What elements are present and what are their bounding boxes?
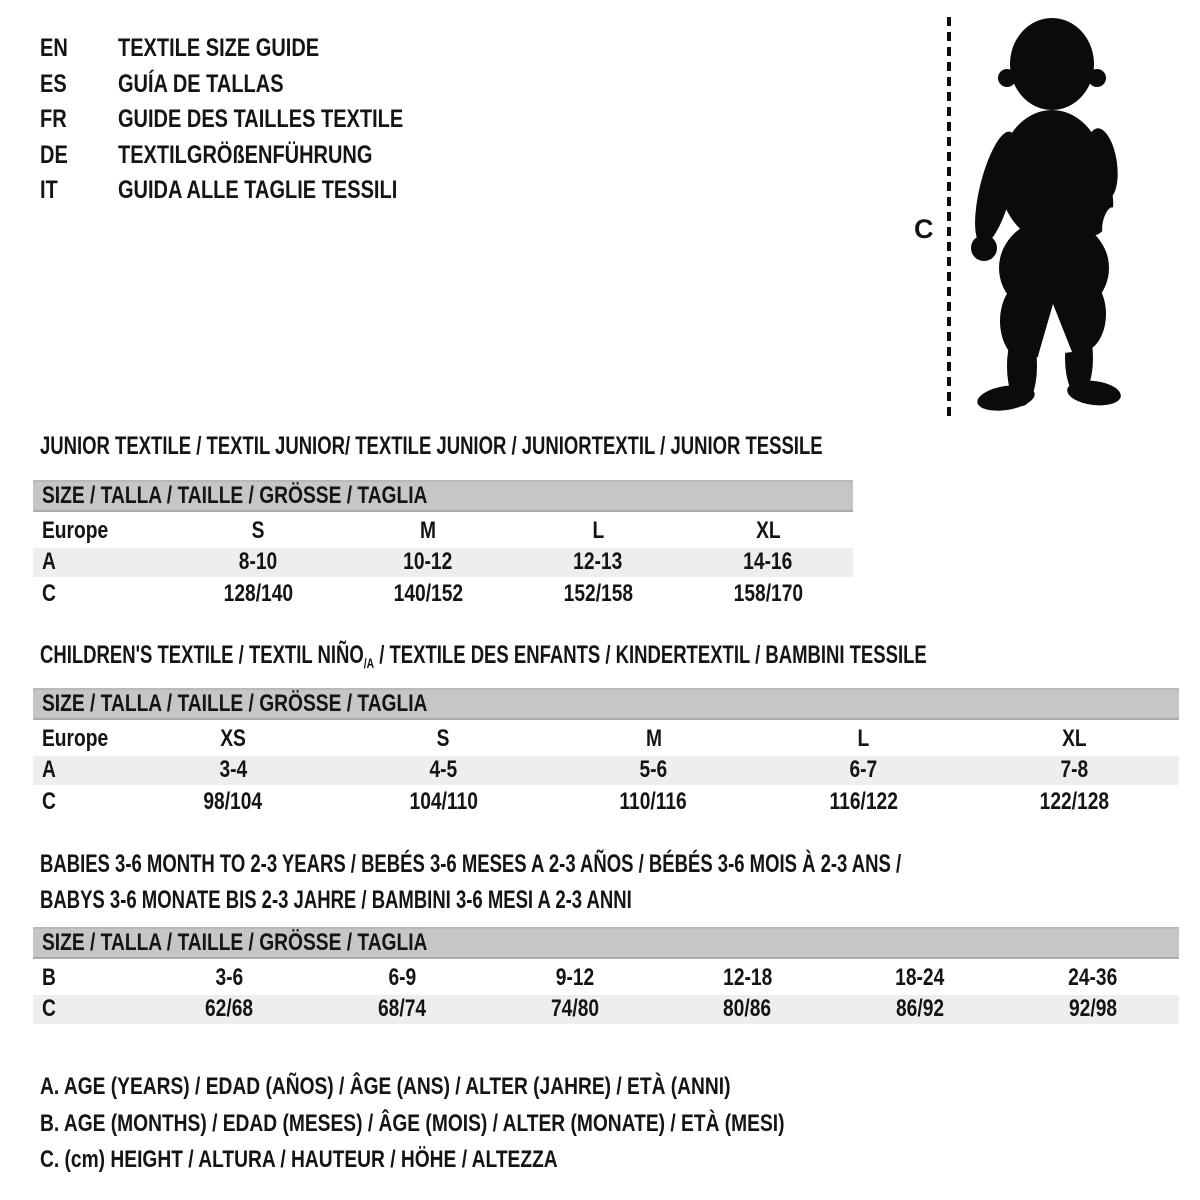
table-row-height-c	[33, 787, 1179, 816]
babies-heading-line1: BABIES 3-6 MONTH TO 2-3 YEARS / BEBÉS 3-6 MESES A 2-3 AÑOS / BÉBÉS 3-6 MOIS À 2-3 ANS /	[40, 850, 902, 878]
table-row-height-c	[33, 995, 1179, 1024]
value-cell: 80/86	[723, 995, 772, 1022]
value-cell: 5-6	[639, 756, 668, 783]
value-cell: 74/80	[550, 995, 599, 1022]
row-label: C	[42, 787, 56, 815]
table-row-height-c	[33, 579, 853, 608]
value-cell: 14-16	[743, 548, 793, 575]
row-label: C	[42, 579, 56, 607]
value-cell: 104/110	[409, 787, 478, 815]
value-cell: 6-9	[388, 963, 416, 991]
value-cell: 92/98	[1068, 995, 1117, 1022]
lang-code: FR	[40, 105, 67, 134]
lang-title: GUÍA DE TALLAS	[118, 69, 284, 98]
value-cell: 24-36	[1068, 963, 1118, 991]
value-cell: 128/140	[223, 579, 293, 607]
lang-row-it	[40, 173, 475, 209]
junior-heading-text: JUNIOR TEXTILE / TEXTIL JUNIOR/ TEXTILE JUNIOR / JUNIORTEXTIL / JUNIOR TESSILE	[40, 432, 823, 460]
babies-heading-line2: BABYS 3-6 MONATE BIS 2-3 JAHRE / BAMBINI 3-6 MESI A 2-3 ANNI	[40, 886, 632, 914]
value-cell: 7-8	[1060, 756, 1088, 783]
value-cell: 12-13	[573, 548, 623, 575]
size-cell: L	[857, 724, 870, 752]
children-section-heading	[40, 642, 1200, 671]
row-label: A	[42, 756, 56, 783]
table-row-age-a	[33, 548, 853, 577]
toddler-silhouette-icon	[956, 16, 1140, 416]
children-heading-text: CHILDREN'S TEXTILE / TEXTIL NIÑO/A / TEXTILE DES ENFANTS / KINDERTEXTIL / BAMBINI TESSILE	[40, 641, 927, 671]
value-cell: 116/122	[829, 787, 898, 815]
size-cell: L	[592, 516, 604, 544]
value-cell: 12-18	[722, 963, 772, 991]
table-row-europe	[33, 724, 1179, 753]
row-label: Europe	[42, 724, 109, 752]
value-cell: 9-12	[555, 963, 594, 991]
row-label: B	[42, 963, 56, 991]
size-header-text: SIZE / TALLA / TAILLE / GRÖSSE / TAGLIA	[42, 690, 428, 717]
babies-section-heading	[40, 846, 1200, 918]
value-cell: 18-24	[895, 963, 945, 991]
value-cell: 6-7	[849, 756, 878, 783]
legend-text: A. AGE (YEARS) / EDAD (AÑOS) / ÂGE (ANS) / ALTER (JAHRE) / ETÀ (ANNI)	[40, 1073, 731, 1101]
lang-row-en	[40, 31, 475, 67]
language-title-list	[40, 31, 475, 209]
value-cell: 3-4	[219, 756, 247, 783]
value-cell: 10-12	[403, 548, 453, 575]
value-cell: 110/116	[619, 787, 688, 815]
children-size-table	[33, 688, 1179, 819]
lang-row-fr	[40, 102, 475, 138]
junior-size-table	[33, 480, 853, 611]
size-cell: XS	[220, 724, 246, 752]
height-measure-dashed-line	[947, 17, 951, 416]
nino-a-subscript: /A	[363, 654, 375, 671]
value-cell: 158/170	[733, 579, 803, 607]
table-row-europe	[33, 516, 853, 545]
legend-line-a	[40, 1069, 971, 1106]
legend-text: B. AGE (MONTHS) / EDAD (MESES) / ÂGE (MOIS) / ALTER (MONATE) / ETÀ (MESI)	[40, 1109, 785, 1137]
value-cell: 4-5	[429, 756, 458, 783]
size-cell: S	[436, 724, 450, 752]
size-header-band	[33, 927, 1179, 959]
lang-title: TEXTILGRÖßENFÜHRUNG	[118, 140, 373, 169]
size-header-band	[33, 688, 1179, 720]
lang-title: TEXTILE SIZE GUIDE	[118, 34, 320, 63]
legend-line-c	[40, 1142, 971, 1179]
legend-line-b	[40, 1106, 971, 1143]
value-cell: 140/152	[393, 579, 463, 607]
lang-code: EN	[40, 34, 68, 63]
size-cell: M	[420, 516, 436, 544]
row-label: A	[42, 548, 56, 575]
value-cell: 68/74	[377, 995, 427, 1022]
value-cell: 62/68	[205, 995, 254, 1022]
size-header-text: SIZE / TALLA / TAILLE / GRÖSSE / TAGLIA	[42, 482, 428, 509]
lang-row-de	[40, 138, 475, 174]
babies-size-table	[33, 927, 1179, 1027]
value-cell: 86/92	[895, 995, 945, 1022]
lang-row-es	[40, 67, 475, 103]
value-cell: 8-10	[238, 548, 278, 575]
value-cell: 98/104	[203, 787, 263, 815]
junior-section-heading	[40, 433, 1098, 459]
lang-title: GUIDA ALLE TAGLIE TESSILI	[118, 176, 398, 205]
table-row-age-a	[33, 756, 1179, 785]
measurement-legend	[40, 1069, 971, 1179]
row-label: Europe	[42, 516, 109, 544]
size-cell: M	[645, 724, 662, 752]
value-cell: 3-6	[215, 963, 244, 991]
size-header-band	[33, 480, 853, 512]
lang-title: GUIDE DES TAILLES TEXTILE	[118, 105, 404, 134]
value-cell: 122/128	[1039, 787, 1109, 815]
lang-code: DE	[40, 140, 68, 169]
size-cell: S	[251, 516, 265, 544]
size-header-text: SIZE / TALLA / TAILLE / GRÖSSE / TAGLIA	[42, 929, 428, 956]
size-cell: XL	[1061, 724, 1087, 752]
lang-code: ES	[40, 69, 67, 98]
lang-code: IT	[40, 176, 58, 205]
size-cell: XL	[755, 516, 781, 544]
value-cell: 152/158	[563, 579, 633, 607]
table-row-months-b	[33, 963, 1179, 992]
legend-text: C. (cm) HEIGHT / ALTURA / HAUTEUR / HÖHE / ALTEZZA	[40, 1146, 558, 1174]
row-label: C	[42, 995, 56, 1022]
height-measure-label-c: C	[914, 214, 934, 244]
